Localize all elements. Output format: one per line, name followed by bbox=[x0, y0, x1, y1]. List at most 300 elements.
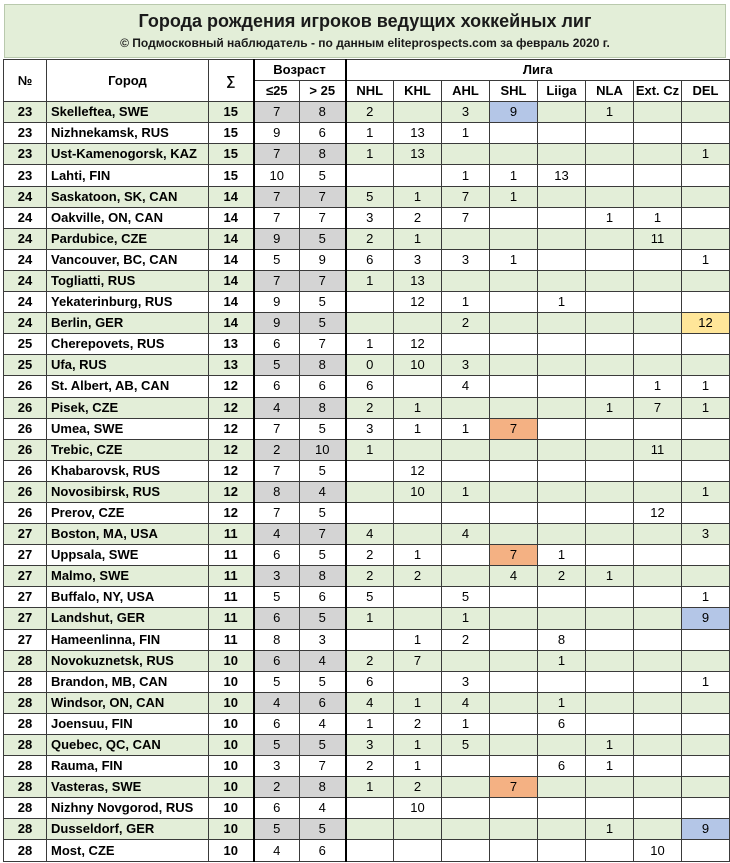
sum-cell: 10 bbox=[209, 840, 254, 861]
rank-cell: 24 bbox=[4, 292, 47, 313]
league-cell-2: 7 bbox=[442, 207, 490, 228]
rank-cell: 23 bbox=[4, 144, 47, 165]
league-cell-1: 1 bbox=[394, 228, 442, 249]
sum-cell: 11 bbox=[209, 608, 254, 629]
age-over-25-cell: 9 bbox=[300, 249, 346, 270]
league-cell-2: 1 bbox=[442, 418, 490, 439]
rank-cell: 26 bbox=[4, 481, 47, 502]
league-cell-2: 3 bbox=[442, 249, 490, 270]
league-cell-6: 1 bbox=[634, 207, 682, 228]
sum-cell: 10 bbox=[209, 798, 254, 819]
cities-table bbox=[3, 59, 730, 862]
table-row bbox=[4, 292, 730, 313]
league-cell-3 bbox=[490, 481, 538, 502]
league-cell-7 bbox=[682, 270, 730, 291]
sum-cell: 10 bbox=[209, 692, 254, 713]
league-cell-1: 10 bbox=[394, 355, 442, 376]
table-row bbox=[4, 777, 730, 798]
sum-cell: 14 bbox=[209, 228, 254, 249]
league-cell-4: 6 bbox=[538, 713, 586, 734]
league-cell-1 bbox=[394, 524, 442, 545]
league-cell-4 bbox=[538, 123, 586, 144]
league-cell-4 bbox=[538, 249, 586, 270]
league-cell-4: 1 bbox=[538, 292, 586, 313]
header-league-5: NLA bbox=[586, 81, 634, 102]
league-cell-2: 1 bbox=[442, 165, 490, 186]
league-cell-3 bbox=[490, 355, 538, 376]
table-row bbox=[4, 144, 730, 165]
league-cell-0 bbox=[346, 460, 394, 481]
league-cell-1: 1 bbox=[394, 692, 442, 713]
city-cell: Pardubice, CZE bbox=[47, 228, 209, 249]
age-over-25-cell: 7 bbox=[300, 334, 346, 355]
league-cell-7 bbox=[682, 777, 730, 798]
league-cell-5 bbox=[586, 228, 634, 249]
league-cell-6 bbox=[634, 292, 682, 313]
league-cell-5: 1 bbox=[586, 735, 634, 756]
table-row bbox=[4, 123, 730, 144]
age-under-25-cell: 6 bbox=[254, 545, 300, 566]
league-cell-2 bbox=[442, 228, 490, 249]
league-cell-0: 1 bbox=[346, 439, 394, 460]
league-cell-1 bbox=[394, 313, 442, 334]
league-cell-3 bbox=[490, 524, 538, 545]
sum-cell: 12 bbox=[209, 460, 254, 481]
city-cell: Vasteras, SWE bbox=[47, 777, 209, 798]
league-cell-1: 13 bbox=[394, 144, 442, 165]
league-cell-4 bbox=[538, 587, 586, 608]
league-cell-0 bbox=[346, 798, 394, 819]
sum-cell: 12 bbox=[209, 397, 254, 418]
league-cell-0: 0 bbox=[346, 355, 394, 376]
league-cell-6 bbox=[634, 777, 682, 798]
league-cell-2: 3 bbox=[442, 355, 490, 376]
table-row bbox=[4, 376, 730, 397]
league-cell-7 bbox=[682, 165, 730, 186]
age-over-25-cell: 5 bbox=[300, 545, 346, 566]
table-row bbox=[4, 397, 730, 418]
city-cell: Landshut, GER bbox=[47, 608, 209, 629]
league-cell-4 bbox=[538, 608, 586, 629]
league-cell-0: 2 bbox=[346, 756, 394, 777]
age-under-25-cell: 9 bbox=[254, 228, 300, 249]
table-row bbox=[4, 629, 730, 650]
league-cell-6 bbox=[634, 798, 682, 819]
table-row bbox=[4, 545, 730, 566]
league-cell-0: 1 bbox=[346, 334, 394, 355]
league-cell-1: 7 bbox=[394, 650, 442, 671]
league-cell-1: 2 bbox=[394, 777, 442, 798]
age-over-25-cell: 5 bbox=[300, 735, 346, 756]
age-over-25-cell: 4 bbox=[300, 650, 346, 671]
league-cell-4 bbox=[538, 819, 586, 840]
table-row bbox=[4, 165, 730, 186]
rank-cell: 26 bbox=[4, 418, 47, 439]
age-over-25-cell: 5 bbox=[300, 502, 346, 523]
rank-cell: 25 bbox=[4, 334, 47, 355]
age-over-25-cell: 5 bbox=[300, 313, 346, 334]
league-cell-6 bbox=[634, 545, 682, 566]
rank-cell: 24 bbox=[4, 270, 47, 291]
league-cell-3 bbox=[490, 270, 538, 291]
league-cell-5 bbox=[586, 165, 634, 186]
city-cell: Saskatoon, SK, CAN bbox=[47, 186, 209, 207]
league-cell-0: 4 bbox=[346, 692, 394, 713]
league-cell-3 bbox=[490, 144, 538, 165]
city-cell: Windsor, ON, CAN bbox=[47, 692, 209, 713]
age-over-25-cell: 4 bbox=[300, 481, 346, 502]
age-under-25-cell: 7 bbox=[254, 460, 300, 481]
table-row bbox=[4, 671, 730, 692]
sum-cell: 15 bbox=[209, 165, 254, 186]
header-sum: ∑ bbox=[209, 60, 254, 102]
age-over-25-cell: 5 bbox=[300, 819, 346, 840]
league-cell-5 bbox=[586, 270, 634, 291]
table-row bbox=[4, 313, 730, 334]
league-cell-1: 10 bbox=[394, 481, 442, 502]
league-cell-4 bbox=[538, 735, 586, 756]
league-cell-4 bbox=[538, 524, 586, 545]
league-cell-7 bbox=[682, 735, 730, 756]
league-cell-7: 3 bbox=[682, 524, 730, 545]
league-cell-3: 1 bbox=[490, 165, 538, 186]
league-cell-1 bbox=[394, 671, 442, 692]
rank-cell: 26 bbox=[4, 376, 47, 397]
league-cell-7: 1 bbox=[682, 376, 730, 397]
league-cell-5: 1 bbox=[586, 102, 634, 123]
league-cell-6 bbox=[634, 165, 682, 186]
header-league-group: Лига bbox=[346, 60, 730, 81]
league-cell-3 bbox=[490, 207, 538, 228]
league-cell-3: 7 bbox=[490, 418, 538, 439]
league-cell-7 bbox=[682, 545, 730, 566]
league-cell-5 bbox=[586, 587, 634, 608]
league-cell-0: 6 bbox=[346, 376, 394, 397]
rank-cell: 23 bbox=[4, 123, 47, 144]
sum-cell: 10 bbox=[209, 756, 254, 777]
sum-cell: 14 bbox=[209, 207, 254, 228]
league-cell-0 bbox=[346, 819, 394, 840]
league-cell-0: 2 bbox=[346, 102, 394, 123]
rank-cell: 28 bbox=[4, 840, 47, 861]
league-cell-6 bbox=[634, 713, 682, 734]
header-age-under-25: ≤25 bbox=[254, 81, 300, 102]
league-cell-2: 2 bbox=[442, 629, 490, 650]
league-cell-1 bbox=[394, 165, 442, 186]
league-cell-2 bbox=[442, 439, 490, 460]
league-cell-6 bbox=[634, 270, 682, 291]
league-cell-3: 7 bbox=[490, 777, 538, 798]
league-cell-3 bbox=[490, 692, 538, 713]
league-cell-2 bbox=[442, 756, 490, 777]
league-cell-5: 1 bbox=[586, 756, 634, 777]
rank-cell: 27 bbox=[4, 524, 47, 545]
city-cell: Prerov, CZE bbox=[47, 502, 209, 523]
rank-cell: 24 bbox=[4, 313, 47, 334]
rank-cell: 28 bbox=[4, 798, 47, 819]
league-cell-2 bbox=[442, 566, 490, 587]
league-cell-3 bbox=[490, 650, 538, 671]
league-cell-2: 1 bbox=[442, 481, 490, 502]
age-under-25-cell: 3 bbox=[254, 756, 300, 777]
league-cell-1: 1 bbox=[394, 735, 442, 756]
city-cell: Khabarovsk, RUS bbox=[47, 460, 209, 481]
table-row bbox=[4, 735, 730, 756]
table-row bbox=[4, 355, 730, 376]
league-cell-3 bbox=[490, 228, 538, 249]
league-cell-6 bbox=[634, 819, 682, 840]
table-row bbox=[4, 608, 730, 629]
league-cell-1: 1 bbox=[394, 397, 442, 418]
age-over-25-cell: 6 bbox=[300, 840, 346, 861]
league-cell-2: 3 bbox=[442, 671, 490, 692]
league-cell-0: 2 bbox=[346, 397, 394, 418]
page-subtitle: © Подмосковный наблюдатель - по данным eliteprospects.com за февраль 2020 г. bbox=[120, 36, 610, 50]
rank-cell: 23 bbox=[4, 102, 47, 123]
league-cell-5 bbox=[586, 460, 634, 481]
league-cell-5 bbox=[586, 144, 634, 165]
league-cell-1: 13 bbox=[394, 270, 442, 291]
age-over-25-cell: 5 bbox=[300, 292, 346, 313]
city-cell: Uppsala, SWE bbox=[47, 545, 209, 566]
age-over-25-cell: 7 bbox=[300, 186, 346, 207]
league-cell-2 bbox=[442, 650, 490, 671]
league-cell-7: 1 bbox=[682, 671, 730, 692]
rank-cell: 28 bbox=[4, 756, 47, 777]
league-cell-0 bbox=[346, 840, 394, 861]
league-cell-5 bbox=[586, 123, 634, 144]
league-cell-3: 1 bbox=[490, 249, 538, 270]
league-cell-6 bbox=[634, 313, 682, 334]
rank-cell: 28 bbox=[4, 713, 47, 734]
table-row bbox=[4, 502, 730, 523]
sum-cell: 12 bbox=[209, 376, 254, 397]
league-cell-2: 1 bbox=[442, 292, 490, 313]
league-cell-2: 3 bbox=[442, 102, 490, 123]
league-cell-6 bbox=[634, 334, 682, 355]
rank-cell: 26 bbox=[4, 397, 47, 418]
age-under-25-cell: 5 bbox=[254, 355, 300, 376]
league-cell-7 bbox=[682, 228, 730, 249]
league-cell-0: 1 bbox=[346, 123, 394, 144]
league-cell-5 bbox=[586, 545, 634, 566]
league-cell-5 bbox=[586, 798, 634, 819]
header-league-4: Liiga bbox=[538, 81, 586, 102]
age-over-25-cell: 7 bbox=[300, 756, 346, 777]
league-cell-7 bbox=[682, 418, 730, 439]
sum-cell: 15 bbox=[209, 144, 254, 165]
age-under-25-cell: 9 bbox=[254, 313, 300, 334]
league-cell-5 bbox=[586, 629, 634, 650]
league-cell-4: 6 bbox=[538, 756, 586, 777]
league-cell-6 bbox=[634, 629, 682, 650]
city-cell: Novokuznetsk, RUS bbox=[47, 650, 209, 671]
rank-cell: 24 bbox=[4, 249, 47, 270]
table-row bbox=[4, 819, 730, 840]
rank-cell: 28 bbox=[4, 819, 47, 840]
league-cell-5 bbox=[586, 334, 634, 355]
sum-cell: 11 bbox=[209, 566, 254, 587]
league-cell-5 bbox=[586, 439, 634, 460]
sum-cell: 15 bbox=[209, 123, 254, 144]
league-cell-6: 11 bbox=[634, 228, 682, 249]
table-row bbox=[4, 207, 730, 228]
city-cell: St. Albert, AB, CAN bbox=[47, 376, 209, 397]
age-under-25-cell: 6 bbox=[254, 376, 300, 397]
league-cell-4: 13 bbox=[538, 165, 586, 186]
age-under-25-cell: 6 bbox=[254, 798, 300, 819]
league-cell-0: 4 bbox=[346, 524, 394, 545]
city-cell: Novosibirsk, RUS bbox=[47, 481, 209, 502]
league-cell-0 bbox=[346, 165, 394, 186]
league-cell-1 bbox=[394, 502, 442, 523]
age-under-25-cell: 6 bbox=[254, 334, 300, 355]
league-cell-5 bbox=[586, 249, 634, 270]
age-under-25-cell: 7 bbox=[254, 102, 300, 123]
league-cell-4: 1 bbox=[538, 650, 586, 671]
league-cell-0: 1 bbox=[346, 713, 394, 734]
league-cell-1: 12 bbox=[394, 460, 442, 481]
age-over-25-cell: 8 bbox=[300, 144, 346, 165]
league-cell-7 bbox=[682, 566, 730, 587]
league-cell-4 bbox=[538, 376, 586, 397]
league-cell-6 bbox=[634, 102, 682, 123]
league-cell-6 bbox=[634, 481, 682, 502]
league-cell-3 bbox=[490, 292, 538, 313]
league-cell-3 bbox=[490, 376, 538, 397]
league-cell-1: 1 bbox=[394, 629, 442, 650]
age-under-25-cell: 7 bbox=[254, 270, 300, 291]
rank-cell: 28 bbox=[4, 650, 47, 671]
league-cell-7 bbox=[682, 798, 730, 819]
table-row bbox=[4, 270, 730, 291]
city-cell: Ust-Kamenogorsk, KAZ bbox=[47, 144, 209, 165]
league-cell-6: 11 bbox=[634, 439, 682, 460]
league-cell-6 bbox=[634, 735, 682, 756]
league-cell-1 bbox=[394, 819, 442, 840]
league-cell-0: 2 bbox=[346, 228, 394, 249]
league-cell-2 bbox=[442, 819, 490, 840]
league-cell-5 bbox=[586, 777, 634, 798]
league-cell-5 bbox=[586, 418, 634, 439]
league-cell-2: 2 bbox=[442, 313, 490, 334]
league-cell-6 bbox=[634, 587, 682, 608]
league-cell-3: 7 bbox=[490, 545, 538, 566]
age-over-25-cell: 10 bbox=[300, 439, 346, 460]
rank-cell: 28 bbox=[4, 777, 47, 798]
league-cell-2 bbox=[442, 144, 490, 165]
age-under-25-cell: 9 bbox=[254, 123, 300, 144]
league-cell-5: 1 bbox=[586, 819, 634, 840]
sum-cell: 10 bbox=[209, 735, 254, 756]
city-cell: Most, CZE bbox=[47, 840, 209, 861]
header-league-6: Ext. Cz bbox=[634, 81, 682, 102]
age-under-25-cell: 7 bbox=[254, 502, 300, 523]
league-cell-7 bbox=[682, 629, 730, 650]
league-cell-6: 7 bbox=[634, 397, 682, 418]
sum-cell: 10 bbox=[209, 819, 254, 840]
age-over-25-cell: 6 bbox=[300, 692, 346, 713]
city-cell: Pisek, CZE bbox=[47, 397, 209, 418]
header-age-group: Возраст bbox=[254, 60, 346, 81]
sum-cell: 14 bbox=[209, 313, 254, 334]
table-row bbox=[4, 249, 730, 270]
rank-cell: 28 bbox=[4, 735, 47, 756]
league-cell-3 bbox=[490, 840, 538, 861]
league-cell-5 bbox=[586, 713, 634, 734]
league-cell-1 bbox=[394, 439, 442, 460]
league-cell-5 bbox=[586, 671, 634, 692]
table-row bbox=[4, 692, 730, 713]
city-cell: Berlin, GER bbox=[47, 313, 209, 334]
league-cell-1: 2 bbox=[394, 207, 442, 228]
league-cell-3 bbox=[490, 713, 538, 734]
league-cell-7 bbox=[682, 713, 730, 734]
league-cell-1 bbox=[394, 102, 442, 123]
city-cell: Lahti, FIN bbox=[47, 165, 209, 186]
league-cell-2: 5 bbox=[442, 735, 490, 756]
league-cell-3: 4 bbox=[490, 566, 538, 587]
header-city: Город bbox=[47, 60, 209, 102]
league-cell-6 bbox=[634, 692, 682, 713]
sum-cell: 12 bbox=[209, 439, 254, 460]
league-cell-2: 1 bbox=[442, 608, 490, 629]
rank-cell: 27 bbox=[4, 629, 47, 650]
table-row bbox=[4, 587, 730, 608]
league-cell-3 bbox=[490, 397, 538, 418]
league-cell-1: 10 bbox=[394, 798, 442, 819]
league-cell-0: 3 bbox=[346, 418, 394, 439]
league-cell-0: 5 bbox=[346, 587, 394, 608]
city-cell: Ufa, RUS bbox=[47, 355, 209, 376]
league-cell-4 bbox=[538, 671, 586, 692]
rank-cell: 24 bbox=[4, 186, 47, 207]
league-cell-6 bbox=[634, 756, 682, 777]
page-title: Города рождения игроков ведущих хоккейных лиг bbox=[138, 11, 592, 31]
age-over-25-cell: 8 bbox=[300, 355, 346, 376]
sum-cell: 11 bbox=[209, 524, 254, 545]
rank-cell: 27 bbox=[4, 566, 47, 587]
league-cell-1: 12 bbox=[394, 292, 442, 313]
league-cell-1: 3 bbox=[394, 249, 442, 270]
table-row bbox=[4, 460, 730, 481]
league-cell-1: 2 bbox=[394, 713, 442, 734]
league-cell-7: 9 bbox=[682, 608, 730, 629]
league-cell-4 bbox=[538, 334, 586, 355]
league-cell-3 bbox=[490, 608, 538, 629]
league-cell-3 bbox=[490, 756, 538, 777]
age-under-25-cell: 2 bbox=[254, 439, 300, 460]
league-cell-5 bbox=[586, 840, 634, 861]
age-over-25-cell: 6 bbox=[300, 123, 346, 144]
league-cell-2 bbox=[442, 397, 490, 418]
age-over-25-cell: 8 bbox=[300, 102, 346, 123]
league-cell-0: 6 bbox=[346, 249, 394, 270]
age-under-25-cell: 7 bbox=[254, 418, 300, 439]
league-cell-5: 1 bbox=[586, 397, 634, 418]
league-cell-1 bbox=[394, 840, 442, 861]
league-cell-6 bbox=[634, 418, 682, 439]
league-cell-7 bbox=[682, 292, 730, 313]
league-cell-6: 1 bbox=[634, 376, 682, 397]
age-under-25-cell: 5 bbox=[254, 735, 300, 756]
city-cell: Togliatti, RUS bbox=[47, 270, 209, 291]
table-row bbox=[4, 713, 730, 734]
league-cell-1: 1 bbox=[394, 756, 442, 777]
league-cell-5 bbox=[586, 313, 634, 334]
age-under-25-cell: 7 bbox=[254, 144, 300, 165]
age-over-25-cell: 5 bbox=[300, 165, 346, 186]
